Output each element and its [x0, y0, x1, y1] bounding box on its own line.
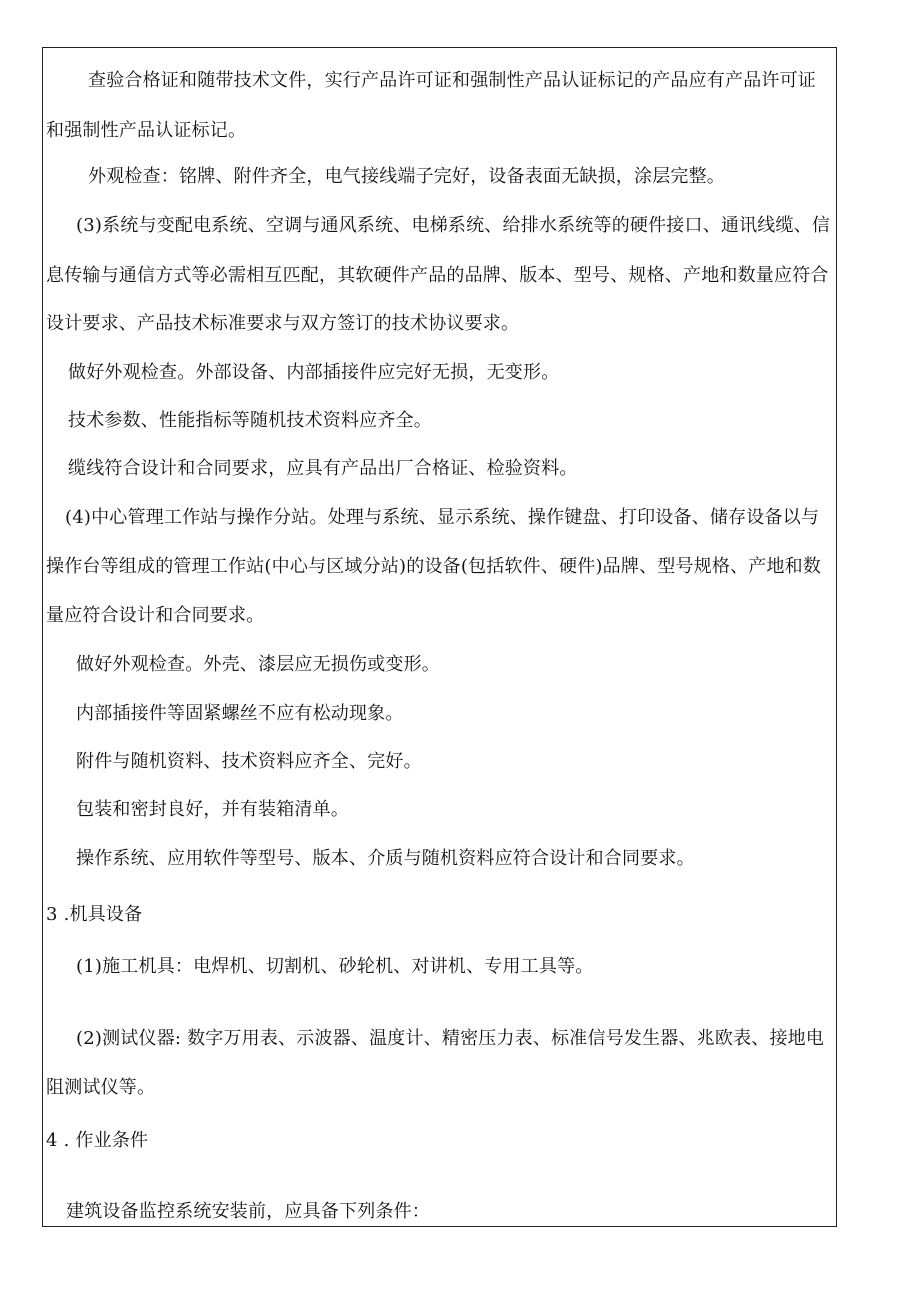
text-line: 查验合格证和随带技术文件，实行产品许可证和强制性产品认证标记的产品应有产品许可证: [88, 70, 816, 91]
text-line: 内部插接件等固紧螺丝不应有松动现象。: [76, 703, 404, 724]
text-line: 和强制性产品认证标记。: [46, 120, 247, 141]
text-line: 操作系统、应用软件等型号、版本、介质与随机资料应符合设计和合同要求。: [76, 848, 695, 869]
section-heading: 4 . 作业条件: [46, 1130, 149, 1151]
text-line: 操作台等组成的管理工作站(中心与区域分站)的设备(包括软件、硬件)品牌、型号规格、产地和数: [46, 556, 822, 577]
text-line: (4)中心管理工作站与操作分站。处理与系统、显示系统、操作键盘、打印设备、储存设备以与: [65, 507, 820, 528]
text-line: 阻测试仪等。: [46, 1077, 156, 1098]
text-line: 做好外观检查。外壳、漆层应无损伤或变形。: [76, 654, 440, 675]
text-line: 缆线符合设计和合同要求，应具有产品出厂合格证、检验资料。: [68, 458, 578, 479]
text-line: 做好外观检查。外部设备、内部插接件应完好无损，无变形。: [68, 362, 560, 383]
text-line: 息传输与通信方式等必需相互匹配，其软硬件产品的品牌、版本、型号、规格、产地和数量应符合: [46, 265, 829, 286]
text-line: 建筑设备监控系统安装前，应具备下列条件：: [66, 1201, 430, 1222]
text-line: 量应符合设计和合同要求。: [46, 605, 265, 626]
text-line: (1)施工机具：电焊机、切割机、砂轮机、对讲机、专用工具等。: [76, 956, 594, 977]
text-line: 包装和密封良好，并有装箱清单。: [76, 799, 349, 820]
text-line: (3)系统与变配电系统、空调与通风系统、电梯系统、给排水系统等的硬件接口、通讯线缆、信: [76, 215, 831, 236]
text-line: 外观检查：铭牌、附件齐全，电气接线端子完好，设备表面无缺损，涂层完整。: [88, 166, 725, 187]
text-line: (2)测试仪器: 数字万用表、示波器、温度计、精密压力表、标准信号发生器、兆欧表、接地电: [76, 1028, 825, 1049]
text-line: 技术参数、性能指标等随机技术资料应齐全。: [68, 410, 432, 431]
section-heading: 3 .机具设备: [46, 904, 143, 925]
text-line: 设计要求、产品技术标准要求与双方签订的技术协议要求。: [46, 313, 520, 334]
text-line: 附件与随机资料、技术资料应齐全、完好。: [76, 751, 422, 772]
